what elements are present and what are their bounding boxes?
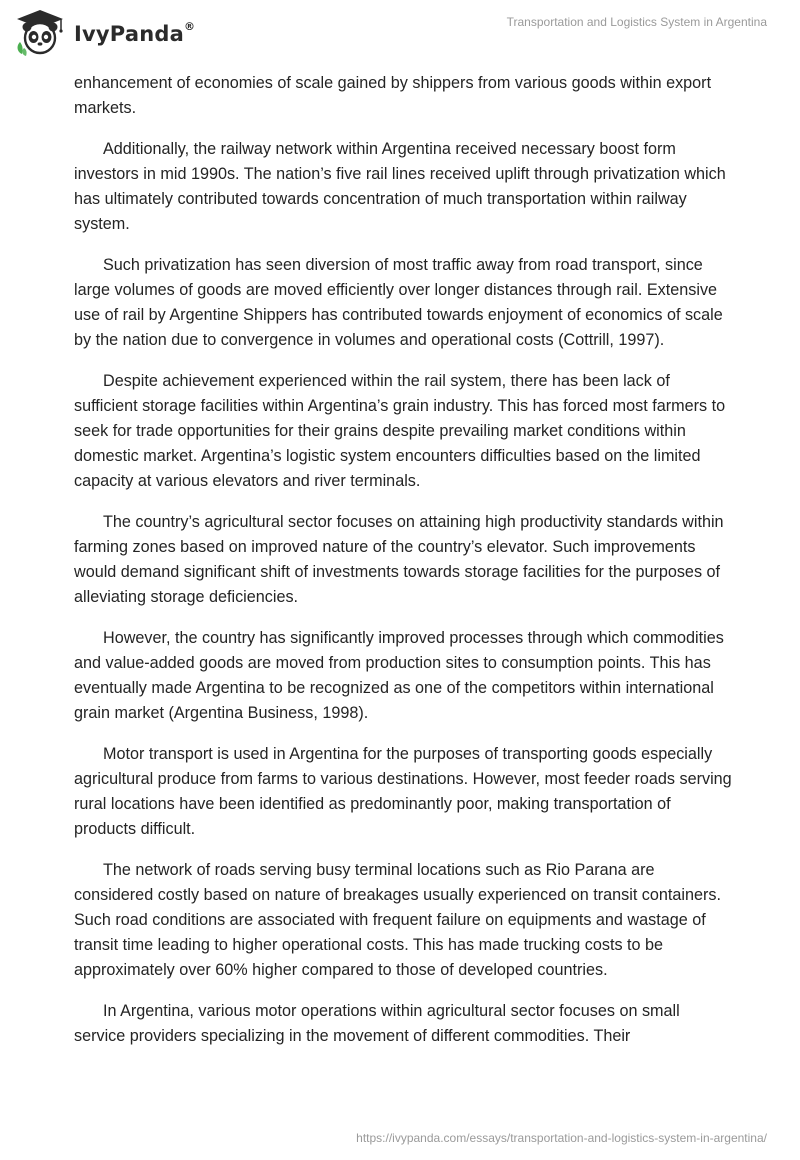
paragraph: In Argentina, various motor operations within agricultural sector focuses on small service providers specializing in the movement of different commodities. Their <box>74 1002 680 1045</box>
essay-body <box>74 71 734 1065</box>
brand-name: IvyPanda® <box>74 20 196 46</box>
paragraph: Such privatization has seen diversion of most traffic away from road transport, since large volumes of goods are moved efficiently over longer distances through rail. Extensive use of rail by Argentine Shippers has contributed towards enjoyment of economics of scale by the nation due to convergence in volumes and operational costs (Cottrill, 1997). <box>74 256 723 349</box>
paragraph: Additionally, the railway network within Argentina received necessary boost form investors in mid 1990s. The nation’s five rail lines received uplift through privatization which has ultimately contributed towards concentration of much transportation within railway system. <box>74 140 726 233</box>
ivypanda-logo[interactable] <box>14 8 195 58</box>
document-title: Transportation and Logistics System in Argentina <box>506 15 767 29</box>
paragraph: The network of roads serving busy terminal locations such as Rio Parana are considered costly based on nature of breakages usually experienced on transit containers. Such road conditions are associated with frequent failure on equipments and wastage of transit time leading to higher operational costs. This has made trucking costs to be approximately over 60% higher compared to those of developed countries. <box>74 861 721 979</box>
source-url-link[interactable]: https://ivypanda.com/essays/transportation-and-logistics-system-in-argentina/ <box>356 1131 767 1145</box>
paragraph: However, the country has significantly improved processes through which commodities and value-added goods are moved from production sites to consumption points. This has eventually made Argentina to be recognized as one of the competitors within international grain market (Argentina Business, 1998). <box>74 629 724 722</box>
page-header <box>0 0 800 70</box>
paragraph: The country’s agricultural sector focuses on attaining high productivity standards within farming zones based on improved nature of the country’s elevator. Such improvements would demand significant shift of investments towards storage facilities for the purposes of alleviating storage deficiencies. <box>74 513 724 606</box>
paragraph: Despite achievement experienced within the rail system, there has been lack of sufficient storage facilities within Argentina’s grain industry. This has forced most farmers to seek for trade opportunities for their grains despite prevailing market conditions within domestic market. Argentina’s logistic system encounters difficulties based on the limited capacity at various elevators and river terminals. <box>74 372 726 490</box>
paragraph: enhancement of economies of scale gained by shippers from various goods within export markets. <box>74 74 712 117</box>
panda-graduate-logo-icon <box>14 8 66 58</box>
paragraph: Motor transport is used in Argentina for the purposes of transporting goods especially agricultural produce from farms to various destinations. However, most feeder roads serving rural locations have been identified as predominantly poor, making transportation of products difficult. <box>74 745 732 838</box>
